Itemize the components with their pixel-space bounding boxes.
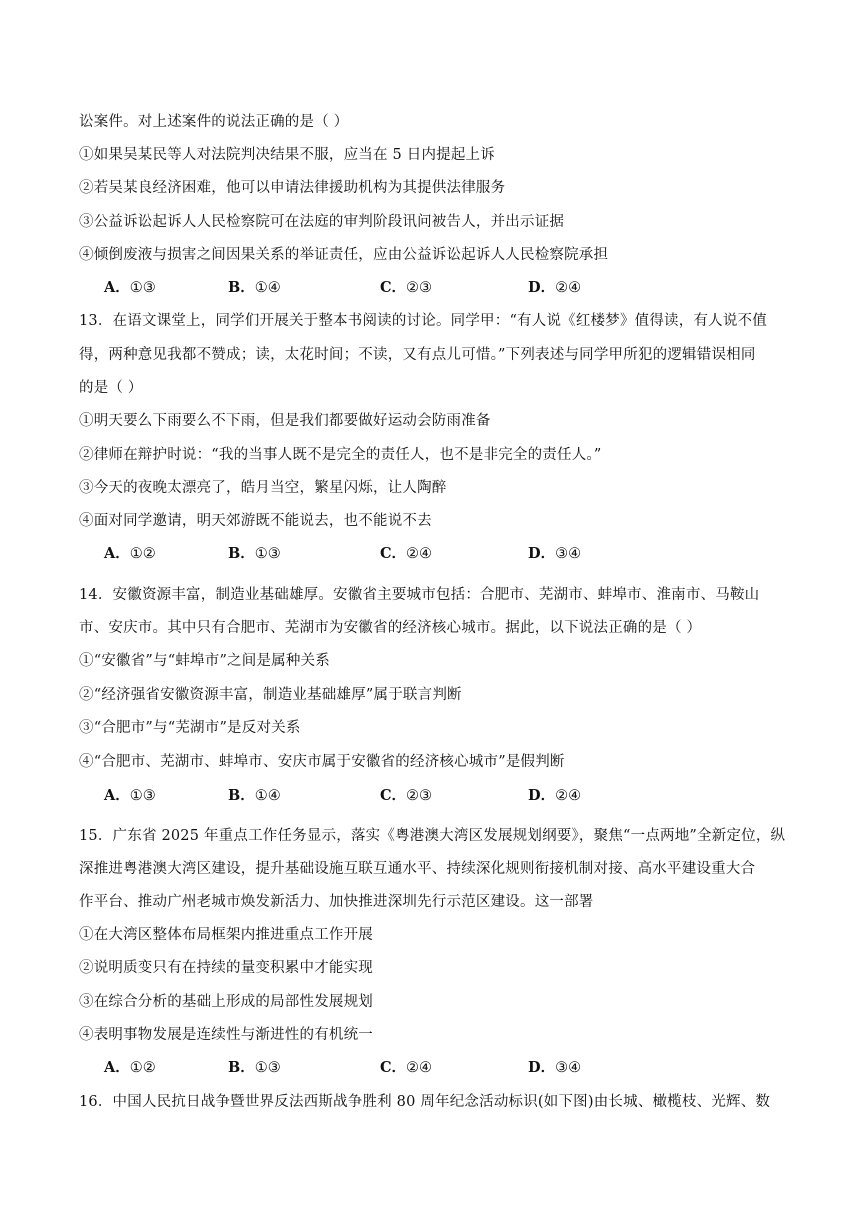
q12-item-1: ①如果吴某民等人对法院判决结果不服，应当在 5 日内提起上诉 — [79, 147, 495, 163]
option-text: ①③ — [254, 1060, 281, 1076]
option-letter: A． — [104, 787, 130, 804]
option-letter: D． — [528, 545, 556, 562]
option-text: ①③ — [129, 280, 156, 296]
q13-item-3: ③今天的夜晚太漂亮了，皓月当空，繁星闪烁，让人陶醉 — [79, 480, 447, 496]
option-text: ③④ — [555, 546, 582, 562]
option-text: ①③ — [254, 546, 281, 562]
option-text: ③④ — [555, 1060, 582, 1076]
q13-stem-line-3: 的是（ ） — [79, 380, 143, 396]
q13-option-c — [380, 544, 432, 564]
option-text: ②③ — [406, 280, 433, 296]
q15-options — [104, 1058, 744, 1078]
q15-stem-line-1: 15．广东省 2025 年重点工作任务显示，落实《粤港澳大湾区发展规划纲要》，聚焦“一点两地”全新定位，纵 — [79, 828, 786, 844]
q12-option-a — [104, 278, 156, 298]
option-letter: C． — [380, 1059, 407, 1076]
q14-stem-line-1: 14．安徽资源丰富，制造业基础雄厚。安徽省主要城市包括：合肥市、芜湖市、蚌埠市、淮南市、马鞍山 — [79, 587, 760, 603]
option-text: ②③ — [406, 788, 433, 804]
option-text: ①② — [129, 546, 156, 562]
q14-stem-line-2: 市、安庆市。其中只有合肥市、芜湖市为安徽省的经济核心城市。据此，以下说法正确的是（ ） — [79, 620, 702, 636]
q14-option-a — [104, 786, 156, 806]
q14-options — [104, 786, 744, 806]
q15-option-a — [104, 1058, 156, 1078]
q12-item-2: ②若吴某良经济困难，他可以申请法律援助机构为其提供法律服务 — [79, 180, 506, 196]
q13-option-a — [104, 544, 156, 564]
option-text: ②④ — [406, 546, 433, 562]
q14-item-2: ②“经济强省安徽资源丰富，制造业基础雄厚”属于联言判断 — [79, 687, 462, 703]
q13-option-d — [528, 544, 581, 564]
option-letter: B． — [228, 1059, 255, 1076]
q14-item-3: ③“合肥市”与“芜湖市”是反对关系 — [79, 720, 301, 736]
option-letter: C． — [380, 279, 407, 296]
option-text: ①④ — [254, 280, 281, 296]
option-text: ①④ — [254, 788, 281, 804]
q14-option-c — [380, 786, 432, 806]
q16-stem-line-1: 16．中国人民抗日战争暨世界反法西斯战争胜利 80 周年纪念活动标识(如下图)由长城、橄榄枝、光辉、数 — [79, 1094, 771, 1110]
q12-option-d — [528, 278, 581, 298]
q12-options — [104, 278, 744, 298]
option-letter: B． — [228, 545, 255, 562]
q14-item-4: ④“合肥市、芜湖市、蚌埠市、安庆市属于安徽省的经济核心城市”是假判断 — [79, 754, 565, 770]
q13-item-2: ②律师在辩护时说：“我的当事人既不是完全的责任人，也不是非完全的责任人。” — [79, 447, 602, 463]
option-text: ②④ — [406, 1060, 433, 1076]
q15-item-3: ③在综合分析的基础上形成的局部性发展规划 — [79, 994, 373, 1010]
option-letter: A． — [104, 279, 130, 296]
q15-option-b — [228, 1058, 281, 1078]
q14-item-1: ①“安徽省”与“蚌埠市”之间是属种关系 — [79, 653, 330, 669]
q12-option-c — [380, 278, 432, 298]
option-letter: A． — [104, 1059, 130, 1076]
q15-item-4: ④表明事物发展是连续性与渐进性的有机统一 — [79, 1027, 373, 1043]
option-letter: A． — [104, 545, 130, 562]
q15-stem-line-3: 作平台、推动广州老城市焕发新活力、加快推进深圳先行示范区建设。这一部署 — [79, 894, 594, 910]
option-letter: B． — [228, 279, 255, 296]
q13-option-b — [228, 544, 281, 564]
q12-item-4: ④倾倒废液与损害之间因果关系的举证责任，应由公益诉讼起诉人人民检察院承担 — [79, 247, 609, 263]
q13-item-4: ④面对同学邀请，明天郊游既不能说去，也不能说不去 — [79, 513, 432, 529]
q12-stem-tail: 讼案件。对上述案件的说法正确的是（ ） — [79, 114, 349, 130]
q13-item-1: ①明天要么下雨要么不下雨，但是我们都要做好运动会防雨准备 — [79, 413, 491, 429]
q15-option-d — [528, 1058, 581, 1078]
option-text: ②④ — [555, 788, 582, 804]
q15-item-2: ②说明质变只有在持续的量变积累中才能实现 — [79, 960, 373, 976]
option-text: ②④ — [555, 280, 582, 296]
option-letter: D． — [528, 787, 556, 804]
option-letter: C． — [380, 787, 407, 804]
q15-item-1: ①在大湾区整体布局框架内推进重点工作开展 — [79, 927, 373, 943]
q14-option-b — [228, 786, 281, 806]
q12-option-b — [228, 278, 281, 298]
option-letter: B． — [228, 787, 255, 804]
option-letter: D． — [528, 1059, 556, 1076]
q13-options — [104, 544, 744, 564]
option-letter: D． — [528, 279, 556, 296]
option-letter: C． — [380, 545, 407, 562]
q13-stem-line-2: 得，两种意见我都不赞成；读，太花时间；不读，又有点儿可惜。”下列表述与同学甲所犯的逻辑错误相同 — [79, 347, 756, 363]
q12-item-3: ③公益诉讼起诉人人民检察院可在法庭的审判阶段讯问被告人，并出示证据 — [79, 214, 565, 230]
q14-option-d — [528, 786, 581, 806]
q15-option-c — [380, 1058, 432, 1078]
option-text: ①③ — [129, 788, 156, 804]
option-text: ①② — [129, 1060, 156, 1076]
q13-stem-line-1: 13．在语文课堂上，同学们开展关于整本书阅读的讨论。同学甲：“有人说《红楼梦》值得读，有人说不值 — [79, 313, 767, 329]
q15-stem-line-2: 深推进粤港澳大湾区建设，提升基础设施互联互通水平、持续深化规则衔接机制对接、高水平建设重大合 — [79, 861, 756, 877]
